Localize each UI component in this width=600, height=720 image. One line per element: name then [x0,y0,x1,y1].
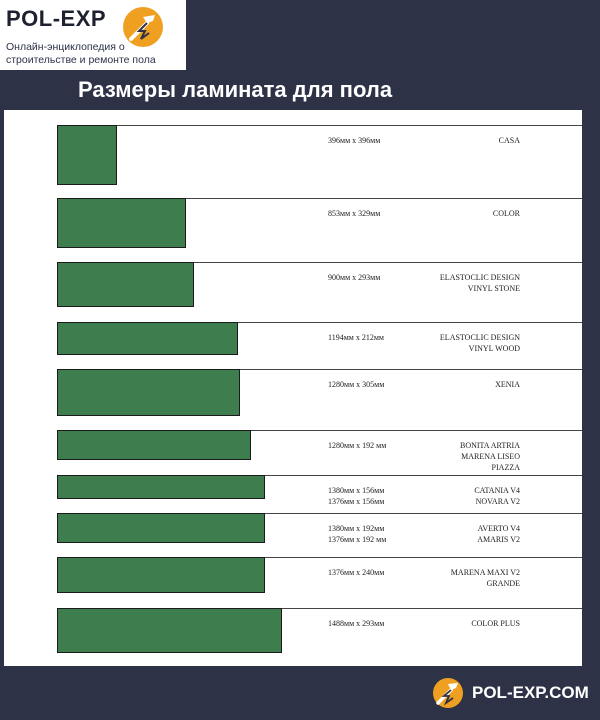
size-label: 1280мм x 305мм [328,380,385,389]
size-label: 1380мм x 156мм 1376мм x 156мм [328,486,385,506]
laminate-bar [57,557,265,593]
model-label: BONITA ARTRIA MARENA LISEO PIAZZA [460,441,520,472]
page-title: Размеры ламината для пола [78,77,393,102]
laminate-bar [57,125,117,185]
tools-logo-icon [430,676,466,710]
model-label: CASA [498,136,520,145]
footer-site-link[interactable]: POL-EXP.COM [472,683,589,702]
divider [117,125,582,126]
size-label: 853мм x 329мм [328,209,381,218]
laminate-sizes-panel [4,110,582,666]
divider [238,322,582,323]
title-banner [0,70,490,110]
tagline: Онлайн-энциклопедия о строительстве и ремонте пола [6,41,156,66]
laminate-bar [57,262,194,307]
model-label: AVERTO V4 AMARIS V2 [477,524,520,544]
divider [265,557,582,558]
size-label: 1380мм x 192мм 1376мм x 192 мм [328,524,387,544]
divider [251,430,582,431]
model-label: COLOR [492,209,520,218]
model-label: ELASTOCLIC DESIGN VINYL WOOD [439,333,520,353]
size-label: 1488мм x 293мм [328,619,385,628]
model-label: CATANIA V4 NOVARA V2 [474,486,520,506]
model-label: MARENA MAXI V2 GRANDE [450,568,520,588]
laminate-bar [57,475,265,499]
model-label: XENIA [495,380,520,389]
divider [282,608,582,609]
divider [265,475,582,476]
divider [240,369,582,370]
divider [186,198,582,199]
logo-text: POL-EXP [6,6,107,31]
laminate-bar [57,513,265,543]
laminate-bar [57,198,186,248]
divider [265,513,582,514]
laminate-bar [57,322,238,355]
model-label: ELASTOCLIC DESIGN VINYL STONE [439,273,520,293]
model-label: COLOR PLUS [471,619,520,628]
logo-block [0,0,186,70]
size-label: 1194мм x 212мм [328,333,384,342]
laminate-bar [57,430,251,460]
laminate-bar [57,608,282,653]
size-label: 1280мм x 192 мм [328,441,387,450]
size-label: 900мм x 293мм [328,273,381,282]
laminate-bar [57,369,240,416]
divider [194,262,582,263]
size-label: 1376мм x 240мм [328,568,385,577]
size-label: 396мм x 396мм [328,136,381,145]
